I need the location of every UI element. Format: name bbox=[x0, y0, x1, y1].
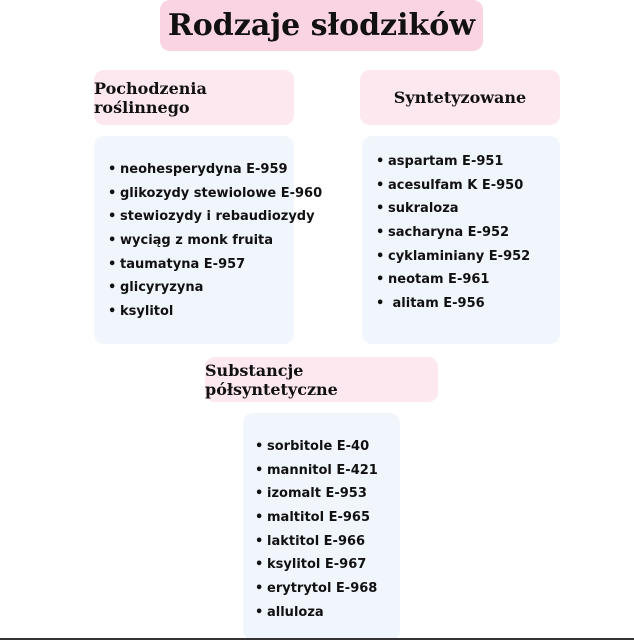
list-item: • izomalt E-953 bbox=[255, 482, 400, 506]
list-item: • mannitol E-421 bbox=[255, 459, 400, 483]
list-item: • sukraloza bbox=[376, 197, 560, 221]
item-list bbox=[255, 435, 400, 625]
list-item: • alitam E-956 bbox=[376, 292, 560, 316]
list-item: • sorbitole E-40 bbox=[255, 435, 400, 459]
item-list bbox=[376, 150, 560, 316]
list-item: • neotam E-961 bbox=[376, 268, 560, 292]
list-item: • ksylitol E-967 bbox=[255, 553, 400, 577]
list-item: • sacharyna E-952 bbox=[376, 221, 560, 245]
list-item: • acesulfam K E-950 bbox=[376, 174, 560, 198]
list-item: • laktitol E-966 bbox=[255, 530, 400, 554]
list-item: • erytrytol E-968 bbox=[255, 577, 400, 601]
list-item: • stewiozydy i rebaudiozydy bbox=[108, 205, 294, 229]
list-item: • aspartam E-951 bbox=[376, 150, 560, 174]
group-heading-semi-synthetic: Substancje półsyntetyczne bbox=[205, 357, 438, 402]
group-heading-synthetic: Syntetyzowane bbox=[360, 70, 560, 125]
list-item: • neohesperydyna E-959 bbox=[108, 158, 294, 182]
list-item: • wyciąg z monk fruita bbox=[108, 229, 294, 253]
list-item: • ksylitol bbox=[108, 300, 294, 324]
group-heading-plant-origin: Pochodzenia roślinnego bbox=[94, 70, 294, 125]
group-card-synthetic bbox=[362, 136, 560, 344]
item-list bbox=[108, 158, 323, 324]
list-item: • taumatyna E-957 bbox=[108, 253, 294, 277]
page-title: Rodzaje słodzików bbox=[160, 0, 483, 51]
list-item: • alluloza bbox=[255, 601, 400, 625]
group-card-semi-synthetic bbox=[243, 413, 400, 640]
list-item: • maltitol E-965 bbox=[255, 506, 400, 530]
group-card-plant-origin bbox=[94, 136, 323, 344]
list-item: • glicyryzyna bbox=[108, 276, 294, 300]
list-item: • glikozydy stewiolowe E-960 bbox=[108, 182, 294, 206]
list-item: • cyklaminiany E-952 bbox=[376, 245, 560, 269]
